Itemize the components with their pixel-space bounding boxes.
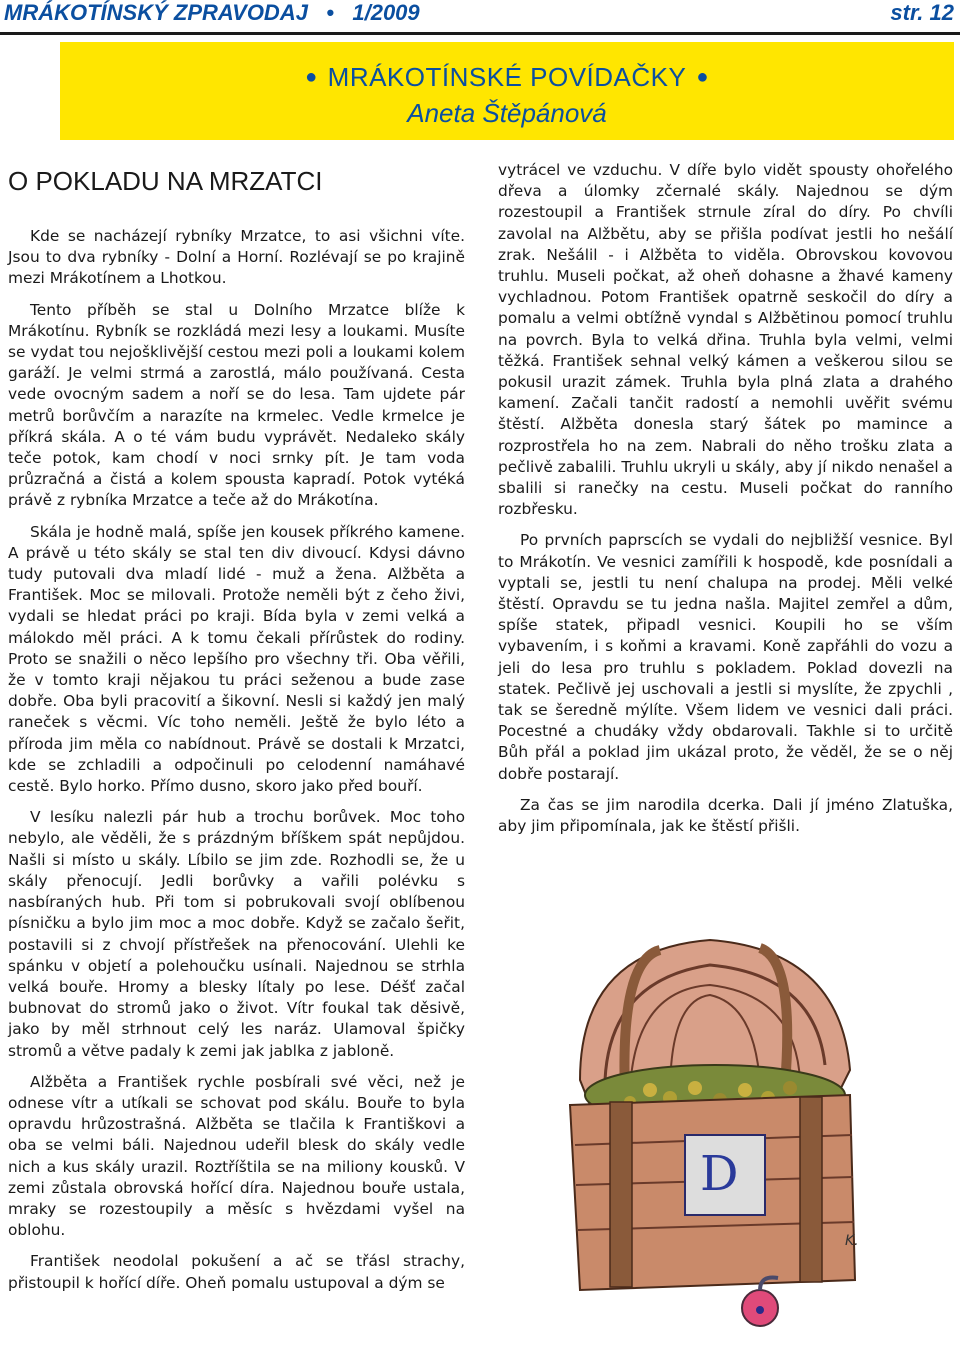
page-header <box>0 0 960 35</box>
author-name: Aneta Štěpánová <box>407 98 607 128</box>
left-column <box>8 226 465 1304</box>
right-column <box>498 160 953 847</box>
treasure-chest-illustration <box>510 890 890 1330</box>
publication-name: MRÁKOTÍNSKÝ ZPRAVODAJ <box>4 0 308 25</box>
paragraph: Alžběta a František rychle posbírali své věci, než je odnese vítr a utíkali se schovat pod skálu. Bouře to byla opravdu hrůzostrašná. Alžběta se tlačila k Františkovi a oba se velmi báli. Najednou udeřil blesk do skály vedle nich a kus skály urazil. Roztříštila se na miliony kousků. V zemi zůstala obrovská hořící díra. Najednou bouře ustala, mraky se rozestoupily a měsíc s hvězdami vyšel na oblohu. <box>8 1072 465 1240</box>
lid-letter: D <box>700 1146 739 1202</box>
publication-info <box>4 0 420 26</box>
paragraph: Tento příběh se stal u Dolního Mrzatce blíže k Mrákotínu. Rybník se rozkládá mezi lesy a loukami. Musíte se vydat tou nejošklivější cestou mezi poli a loukami kolem garáží. Je velmi strmá a zarostlá, málo používaná. Cesta vede ovocným sadem a noří se do lesa. Tam ujdete pár metrů borůvčím a narazíte na krmelec. Vedle krmelce je příkrá skála. A o té vám budu vyprávět. Nedaleko skály teče potok, kam chodí v noci srnky pít. Je tam voda průzračná a čistá a kolem spousta kapradí. Potok vytéká právě z rybníka Mrzatce a teče až do Mrákotína. <box>8 300 465 510</box>
paragraph: V lesíku nalezli pár hub a trochu borůvek. Moc toho nebylo, ale věděli, že s prázdným bříškem spát nepůjdou. Našli si místo u skály. Líbilo se jim zde. Rozhodli se, že u skály přenocují. Jedli borůvky a vařili polévku s nasbíraných hub. Při tom si pobrukovali svojí oblíbenou písničku a bylo jim moc a moc dobře. Když se začalo šeřit, postavili si z chvojí přístřešek na přenocování. Ulehli ke spánku v objetí a polehoučku usínali. Najednou se strhla velká bouře. Hromy a blesky lítaly po lese. Déšť začal bubnovat do stromů jako o život. Vítr foukal tak děsivě, jako by měl strhnout celý les naráz. Ulamoval špičky stromů a větve padaly k zemi jak jablka z jabloně. <box>8 808 465 1060</box>
article-title: O POKLADU NA MRZATCI <box>8 166 323 196</box>
section-title: MRÁKOTÍNSKÉ POVÍDAČKY <box>327 62 687 92</box>
issue-number: 1/2009 <box>352 0 420 25</box>
section-title-line <box>60 62 954 93</box>
paragraph: Skála je hodně malá, spíše jen kousek příkrého kamene. A právě u této skály se stal ten div divoucí. Kdysi dávno tudy putovali dva mladí lidé - muž a žena. Alžběta a František. Moc se milovali. Protože neměli být z čeho živi, vydali se hledat práci po kraji. Bída byla v zemi velká a málokdo měl práci. A k tomu čekali přírůstek do rodiny. Proto se snažili o něco lepšího pro všechny tři. Oba věřili, že v tomto kraji nějakou tu práci seženou a bude zase dobře. Oba byli pracovití a šikovní. Nesli si každý jen malý raneček s věcmi. Víc toho neměli. Ještě že bylo léto a příroda jim měla co nabídnout. Právě se dostali k Mrzatci, kde se zchladili a odpočinuli po celodenní namáhavé cestě. Bylo horko. Přímo dusno, skoro jako před bouří. <box>8 522 465 796</box>
paragraph: Po prvních paprscích se vydali do nejbližší vesnice. Byl to Mrákotín. Ve vesnici zamířili k hospodě, kde posnídali a vyptali se, jestli tu není chalupa na prodej. Měli velké štěstí. Opravdu se tu jedna našla. Majitel zemřel a dům, spíše statek, připadl vesnici. Koupili ho se vším vybavením, i s koňmi a kravami. Koně zapřáhli do vozu a jeli do lesa pro truhlu s pokladem. Poklad dovezli na statek. Pečlivě jej uschovali a jestli si myslíte, že zpychli , tak se šeredně mýlíte. Všem lidem ve vesnici dali práci. Pocestné a chudáky vždy obdarovali. Takhle si to určitě Bůh přál a poklad jim ukázal proto, že věděl, že se o něj dobře postarají. <box>498 531 953 783</box>
paragraph: Kde se nacházejí rybníky Mrzatce, to asi všichni víte. Jsou to dva rybníky - Dolní a Horní. Rozlévají se po krajině mezi Mrákotínem a Lhotkou. <box>8 227 465 288</box>
section-banner <box>60 42 954 140</box>
paragraph: vytrácel ve vzduchu. V díře bylo vidět spousty ohořelého dřeva a úlomky zčernalé skály. Najednou se dým rozestoupil a František strnule zíral do díry. Po chvíli zavolal na Alžbětu, aby se přišla podívat jestli ho nešálí zrak. Nešálil - i Alžběta to viděla. Obrovskou kovovou truhlu. Museli počkat, až oheň dohasne a žhavé kameny vychladnou. Potom František opatrně seskočil do díry a pomalu a velmi obtížně vyndal s Alžbětinou pomocí truhlu na povrch. Byla to velká dřina. Truhla byla velmi, velmi těžká. František sehnal velký kámen a veškerou silou se pokusil urazit zámek. Truhla byla plná zlata a drahého kamení. Začali tančit radostí a nemohli uvěřit svému štěstí. Alžběta donesla starý šátek po mamince a rozprostřela ho na zem. Nabrali do něho trošku zlata a pečlivě zabalili. Truhlu ukryli u skály, aby jí nikdo nenašel a sbalili si ranečky na cestu. Museli počkat do ranního rozbřesku. <box>498 161 953 519</box>
bullet-separator: • <box>314 0 347 25</box>
paragraph: Za čas se jim narodila dcerka. Dali jí jméno Zlatuška, aby jim připomínala, jak ke štěstí přišli. <box>498 795 953 836</box>
bullet-icon: ● <box>305 66 318 88</box>
bullet-icon: ● <box>696 66 709 88</box>
page-number: str. 12 <box>890 0 954 25</box>
paragraph: František neodolal pokušení a ač se třásl strachy, přistoupil k hořící díře. Oheň pomalu ustupoval a dým se <box>8 1252 465 1292</box>
artist-signature: K. <box>845 1233 859 1249</box>
